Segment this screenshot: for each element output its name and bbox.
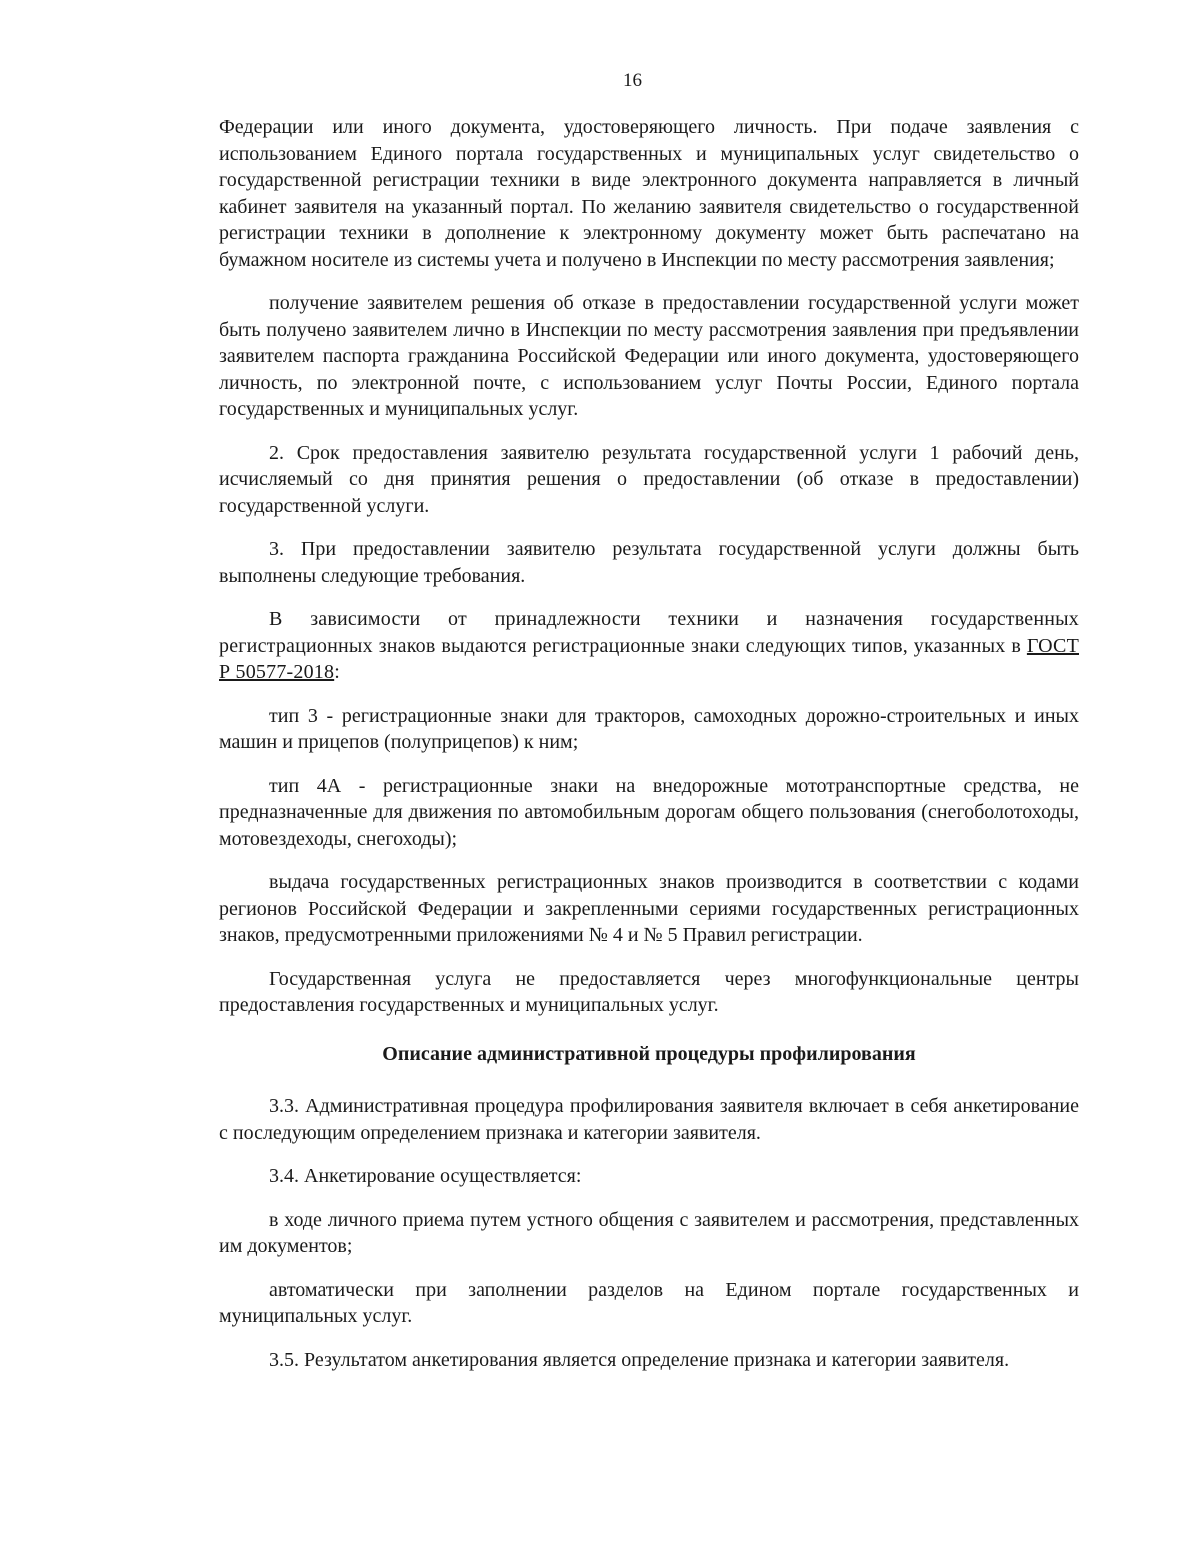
paragraph-mfc-note: Государственная услуга не предоставляется через многофункциональные центры предоставления государственных и муниципальных услуг. [219,967,1079,1016]
document-body [219,114,1079,1390]
paragraph-continuation: Федерации или иного документа, удостоверяющего личность. При подаче заявления с использованием Единого портала государственных и муниципальных услуг свидетельство о государственной регистрации техники в виде электронного документа направляется в личный кабинет заявителя на указанный портал. По желанию заявителя свидетельство о государственной регистрации техники в дополнение к электронному документу может быть распечатано на бумажном носителе из системы учета и получено в Инспекции по месту рассмотрения заявления; [219,116,1079,271]
plate-types-intro-end: : [334,661,340,683]
plate-types-intro-text: В зависимости от принадлежности техники и назначения государственных регистрационных знаков выдаются регистрационные знаки следующих типов, указанных в [219,608,1079,657]
paragraph-refusal-decision: получение заявителем решения об отказе в предоставлении государственной услуги может быть получено заявителем лично в Инспекции по месту рассмотрения заявления при предъявлении заявителем паспорта гражданина Российской Федерации или иного документа, удостоверяющего личность, по электронной почте, с использованием услуг Почты России, Единого портала государственных и муниципальных услуг. [219,292,1079,420]
gost-standard-link[interactable]: ГОСТ Р 50577-2018 [219,634,1079,683]
paragraph-plate-types-intro [219,606,1079,686]
section-heading: Описание административной процедуры профилирования [382,1042,916,1065]
paragraph-3-3: 3.3. Административная процедура профилирования заявителя включает в себя анкетирование с последующим определением признака и категории заявителя. [219,1095,1079,1144]
paragraph-requirements: 3. При предоставлении заявителю результата государственной услуги должны быть выполнены следующие требования. [219,538,1079,587]
paragraph-automatic-portal: автоматически при заполнении разделов на Едином портале государственных и муниципальных услуг. [219,1278,1079,1327]
paragraph-type-4a: тип 4А - регистрационные знаки на внедорожные мототранспортные средства, не предназначенные для движения по автомобильным дорогам общего пользования (снегоболотоходы, мотовездеходы, снегоходы); [219,774,1079,850]
paragraph-3-5: 3.5. Результатом анкетирования является определение признака и категории заявителя. [269,1348,1010,1371]
paragraph-type-3: тип 3 - регистрационные знаки для тракторов, самоходных дорожно-строительных и иных машин и прицепов (полуприцепов) к ним; [219,704,1079,753]
paragraph-3-4: 3.4. Анкетирование осуществляется: [269,1165,582,1187]
paragraph-personal-reception: в ходе личного приема путем устного общения с заявителем и рассмотрения, представленных им документов; [219,1208,1079,1257]
paragraph-term-of-provision: 2. Срок предоставления заявителю результата государственной услуги 1 рабочий день, исчисляемый со дня принятия решения о предоставлении (об отказе в предоставлении) государственной услуги. [219,441,1079,517]
page-number: 16 [623,70,642,91]
paragraph-plate-issuance: выдача государственных регистрационных знаков производится в соответствии с кодами регионов Российской Федерации и закрепленными сериями государственных регистрационных знаков, предусмотренными приложениями № 4 и № 5 Правил регистрации. [219,871,1079,946]
